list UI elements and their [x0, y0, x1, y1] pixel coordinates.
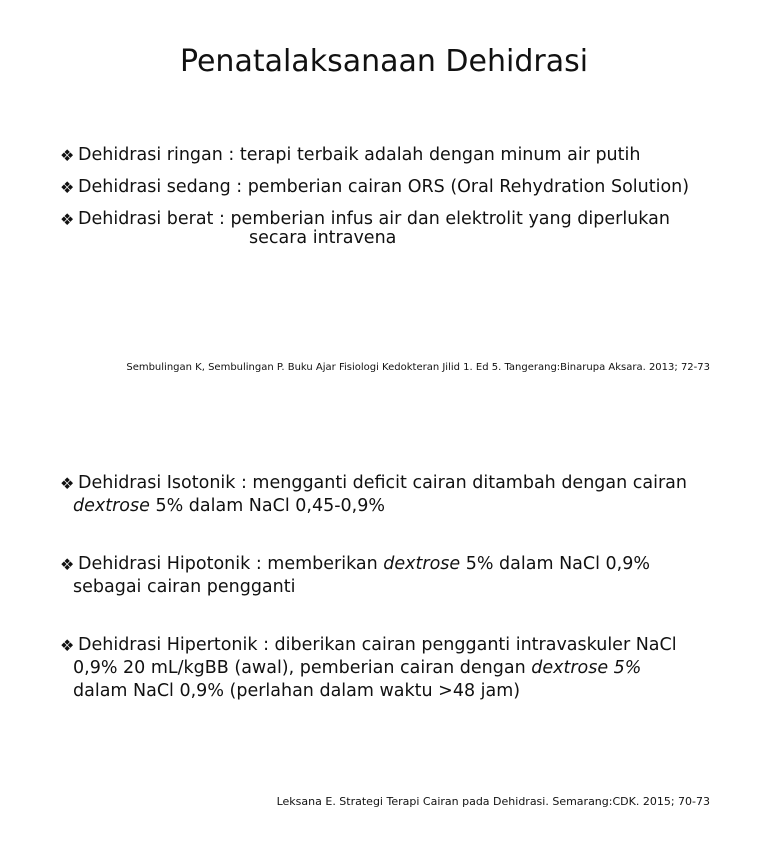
reference-citation: Leksana E. Strategi Terapi Cairan pada Dehidrasi. Semarang:CDK. 2015; 70-73 — [276, 795, 710, 808]
bullet-line: Dehidrasi Hipertonik : diberikan cairan pengganti intravaskuler NaCl — [78, 635, 677, 655]
diamond-bullet-icon: ❖ — [60, 636, 75, 655]
italic-term: dextrose 5% — [531, 658, 642, 678]
diamond-bullet-icon: ❖ — [60, 178, 75, 197]
italic-term: dextrose — [383, 554, 461, 574]
bullet-dehidrasi-isotonik — [60, 472, 687, 518]
page-title: Penatalaksanaan Dehidrasi — [179, 44, 589, 79]
diamond-bullet-icon: ❖ — [60, 146, 75, 165]
bullet-dehidrasi-hipotonik — [60, 553, 650, 599]
bullet-dehidrasi-sedang — [60, 176, 750, 199]
bullet-text: Dehidrasi berat : pemberian infus air dan elektrolit yang diperlukan — [78, 209, 670, 229]
bullet-line: Dehidrasi Hipotonik : memberikan — [78, 554, 384, 574]
bullet-dehidrasi-berat — [60, 208, 750, 250]
bullet-line: dalam NaCl 0,9% (perlahan dalam waktu >48 jam) — [73, 681, 521, 701]
bullet-text: Dehidrasi ringan : terapi terbaik adalah dengan minum air putih — [78, 145, 641, 165]
diamond-bullet-icon: ❖ — [60, 474, 75, 493]
bullet-line: Dehidrasi Isotonik : mengganti deficit cairan ditambah dengan cairan — [78, 473, 687, 493]
diamond-bullet-icon: ❖ — [60, 210, 75, 229]
bullet-line: sebagai cairan pengganti — [73, 577, 296, 597]
bullet-line-rest: 5% dalam NaCl 0,9% — [460, 554, 651, 574]
treatment-bullet-list — [60, 144, 750, 250]
italic-term: dextrose — [73, 496, 150, 516]
bullet-text: Dehidrasi sedang : pemberian cairan ORS (Oral Rehydration Solution) — [78, 177, 690, 197]
bullet-dehidrasi-ringan — [60, 144, 750, 167]
bullet-line — [73, 495, 687, 518]
bullet-text-continuation: secara intravena — [249, 228, 397, 248]
bullet-line — [73, 657, 677, 680]
bullet-line-pre: 0,9% 20 mL/kgBB (awal), pemberian cairan dengan — [73, 658, 532, 678]
reference-citation: Sembulingan K, Sembulingan P. Buku Ajar Fisiologi Kedokteran Jilid 1. Ed 5. Tangerang:Binarupa Aksara. 2013; 72-73 — [126, 362, 710, 373]
bullet-dehidrasi-hipertonik — [60, 634, 677, 703]
diamond-bullet-icon: ❖ — [60, 555, 75, 574]
bullet-line-rest: 5% dalam NaCl 0,45-0,9% — [149, 496, 386, 516]
